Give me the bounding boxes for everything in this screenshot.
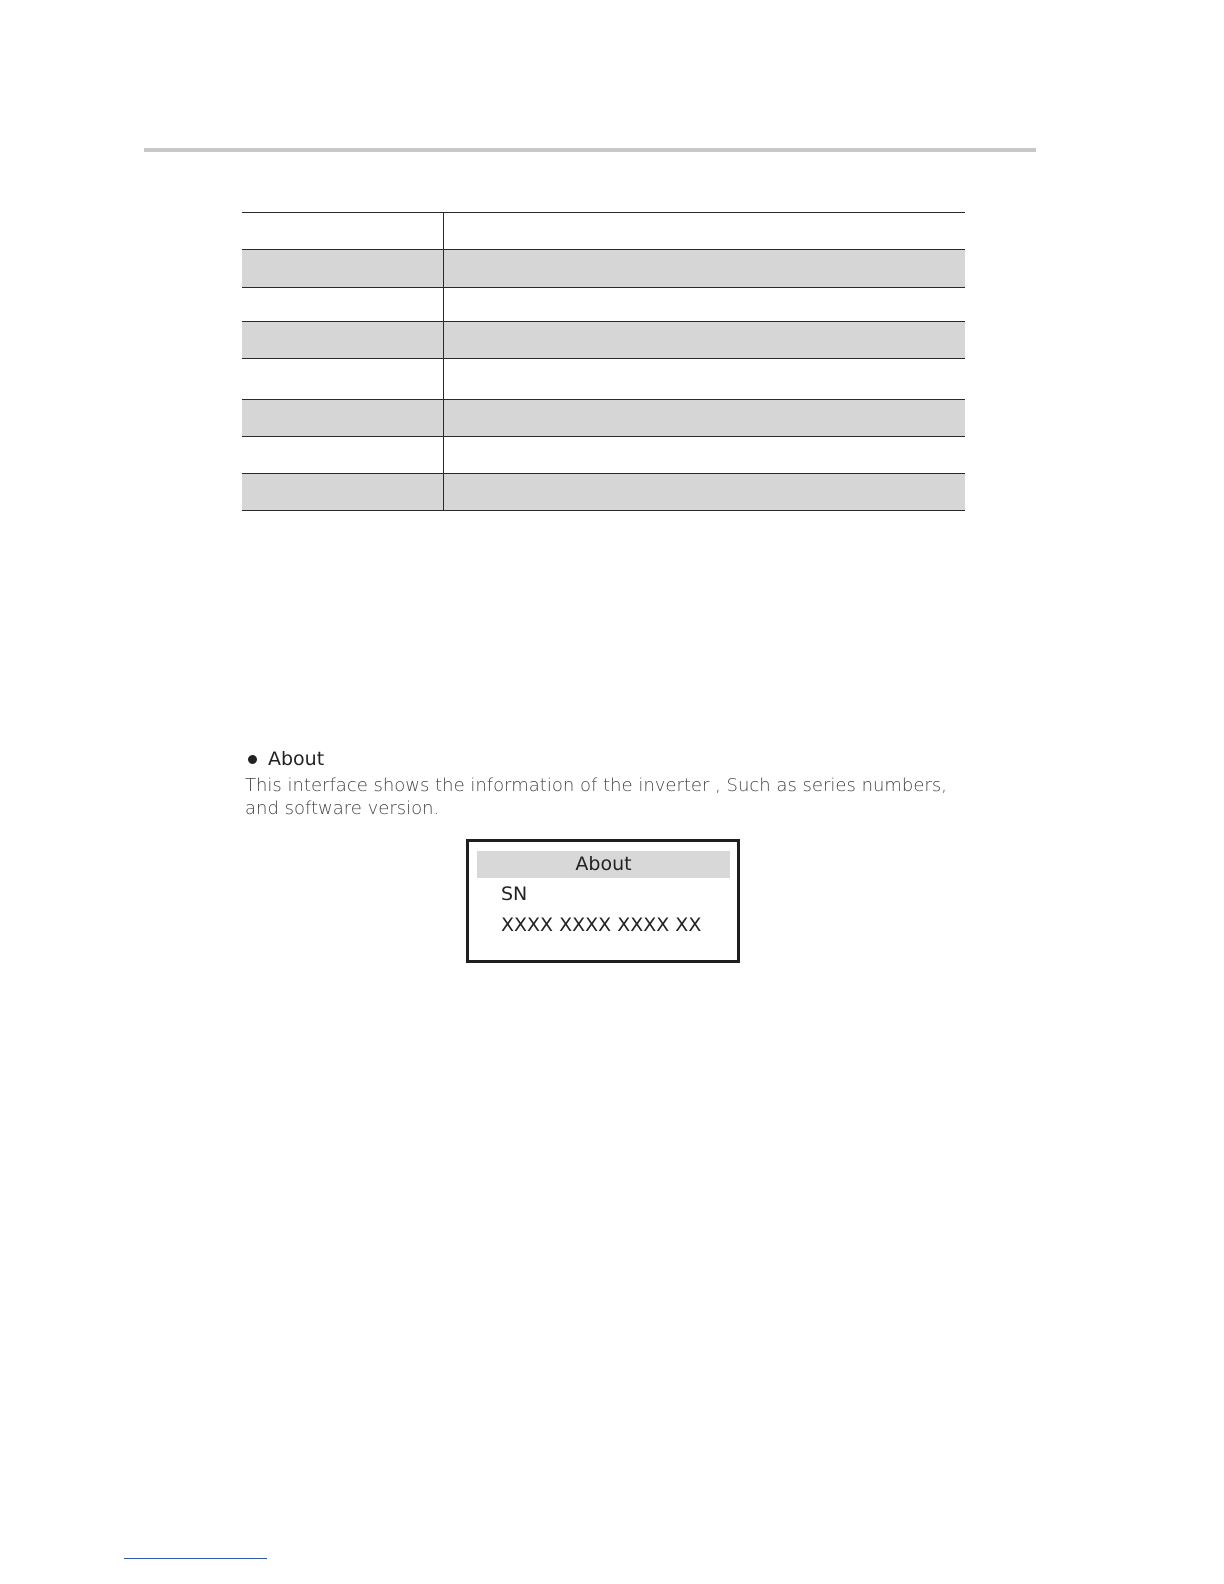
about-heading-text: About (268, 748, 325, 770)
screen-title: About (477, 851, 730, 878)
table-cell (444, 250, 966, 288)
table-cell (444, 288, 966, 322)
table-row (242, 400, 965, 437)
table-cell (242, 250, 444, 288)
table-cell (242, 400, 444, 437)
screen-sn-label: SN (501, 883, 528, 905)
table-cell (444, 213, 966, 250)
table-cell (444, 474, 966, 511)
header-rule (144, 148, 1036, 152)
about-description: This interface shows the information of the inverter , Such as series numbers, and software version. (245, 775, 947, 819)
table-cell (444, 400, 966, 437)
table-cell (242, 288, 444, 322)
table-row (242, 250, 965, 288)
table-row (242, 322, 965, 359)
table-cell (242, 474, 444, 511)
about-heading (245, 746, 985, 772)
footer-link-underline (124, 1558, 267, 1559)
table-row (242, 474, 965, 511)
table-cell (444, 322, 966, 359)
about-section (245, 746, 985, 820)
table-row (242, 288, 965, 322)
table-cell (242, 213, 444, 250)
table-row (242, 359, 965, 400)
table-cell (242, 359, 444, 400)
table-row (242, 437, 965, 474)
table-cell (242, 322, 444, 359)
screen-sn-value: XXXX XXXX XXXX XX (501, 914, 702, 936)
parameter-table (242, 212, 965, 511)
bullet-dot-icon (248, 755, 257, 764)
table-cell (444, 359, 966, 400)
table-cell (242, 437, 444, 474)
about-screen-illustration (466, 839, 740, 963)
table-cell (444, 437, 966, 474)
table-row (242, 213, 965, 250)
